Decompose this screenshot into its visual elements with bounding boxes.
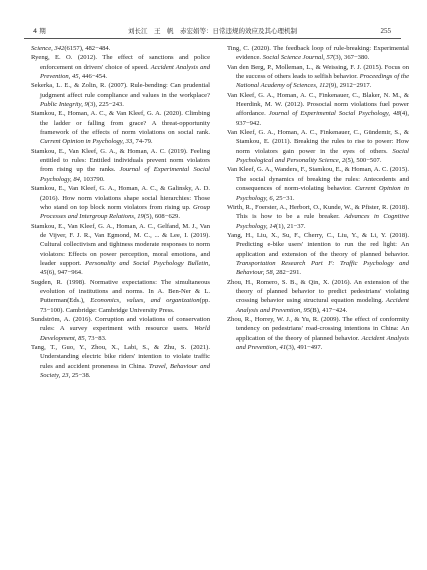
reference-entry	[31, 315, 210, 343]
reference-entry	[31, 109, 210, 146]
reference-entry	[227, 165, 409, 202]
reference-entry	[31, 81, 210, 109]
reference-ital: Accident Analysis and Prevention, 95	[236, 297, 409, 314]
reference-post: , 25−31.	[272, 194, 295, 202]
issue-label: 4 期	[33, 27, 46, 35]
reference-ital: Accident Analysis and Prevention, 45	[40, 63, 211, 81]
reference-ital: Public Integrity, 9	[40, 101, 88, 109]
reference-column-left	[31, 44, 210, 380]
reference-pre: Wirth, R., Foerster, A., Herbort, O., Kunde, W., & Pfister, R. (2018). This is how to be a rule breaker.	[227, 203, 409, 221]
reference-ital: Social Psychological and Personality Science, 2	[236, 147, 409, 165]
reference-entry	[31, 278, 210, 315]
reference-ital: Advances in Cognitive Psychology, 14	[236, 213, 409, 230]
running-header	[24, 24, 401, 39]
reference-ital: Current Opinion in Psychology, 33	[40, 138, 133, 146]
reference-ital: Journal of Experimental Social Psychology, 48	[268, 110, 400, 118]
reference-entry	[227, 128, 409, 165]
reference-pre: Stamkou, E., Homan, A. C., & Van Kleef, G. A. (2020). Climbing the ladder or falling from grace? A threat-opportunity framework of the effects of norm violations on social rank.	[31, 110, 210, 137]
reference-pre: Van Kleef, G. A., Homan, A. C., Finkenauer, C., Blaker, N. M., & Heerdink, M. W. (2012). Prosocial norm violations fuel power affordance.	[227, 91, 409, 118]
reference-pre: Tang, T., Guo, Y., Zhou, X., Labi, S., & Zhu, S. (2021). Understanding electric bike riders' intention to violate traffic rules and accident proneness in China.	[31, 344, 210, 370]
reference-post: (5), 500−507.	[345, 157, 382, 165]
reference-pre: Stamkou, E., Van Kleef, G. A., & Homan, A. C. (2019). Feeling entitled to rules: Entitled individuals prevent norm violators from rising up the ranks.	[31, 147, 210, 174]
reference-entry	[227, 203, 409, 231]
reference-post: , 25−38.	[68, 372, 91, 380]
reference-entry	[227, 91, 409, 128]
reference-pre: Stamkou, E., Van Kleef, G. A., Homan, A. C., & Galinsky, A. D. (2016). How norm violations shape social hierarchies: Those who stand on top block norm violators from rising up.	[31, 185, 210, 211]
reference-post: (3), 491−497.	[286, 344, 323, 351]
reference-ital: Travel, Behaviour and Society, 23	[40, 362, 210, 380]
reference-ital: Proceedings of the National Academy of Sciences, 112	[236, 73, 409, 90]
reference-ital: Social Science Journal, 57	[262, 54, 334, 62]
reference-column-right	[227, 44, 409, 352]
reference-entry	[227, 315, 409, 352]
reference-post: , 282−291.	[272, 269, 302, 277]
reference-entry	[31, 343, 210, 380]
reference-post: (9), 2912−2917.	[328, 82, 372, 90]
reference-pre: Zhou, R., Horrey, W. J., & Yu, R. (2009). The effect of conformity tendency on pedestrians' road-crossing intentions in China: An application of the theory of planned behavior.	[227, 315, 409, 342]
reference-post: (1), 21−37.	[275, 222, 306, 230]
reference-pre: Ting, C. (2020). The feedback loop of rule-breaking: Experimental evidence.	[227, 45, 409, 62]
running-title: 刘长江 王 帆 赤宏娟等：日常违规的效应及其心理机制	[128, 27, 297, 35]
reference-pre: Van Kleef, G. A., Wanders, F., Stamkou, E., & Homan, A. C. (2015). The social dynamics of breaking the rules: Antecedents and consequences of norm-violating behavior.	[227, 166, 409, 193]
reference-post: (6157), 482−484.	[64, 45, 111, 52]
reference-post: (3), 225−243.	[87, 101, 124, 109]
reference-post: (3), 367−380.	[333, 54, 370, 62]
reference-entry	[31, 184, 210, 221]
reference-pre: Yang, H., Liu, X., Su, F., Cherry, C., Liu, Y., & Li, Y. (2018). Predicting e-bike users' intention to run the red light: An application and extension of the theory of planned behavior.	[227, 231, 409, 258]
reference-ital: Current Opinion in Psychology, 6	[236, 185, 409, 202]
reference-pre: Stamkou, E., Van Kleef, G. A., Homan, A. C., Gelfand, M. J., Van de Vijver, F. J. R., Van Egmond, M. C., ... & Lee, I. (2019). Cultural collectivism and tightness moderate responses to norm violators: Effects on power perception, moral emotions, and leader support.	[31, 222, 210, 267]
reference-entry	[31, 222, 210, 278]
reference-post: , 74-79.	[132, 138, 153, 146]
reference-ital: Economics, values, and organization	[90, 297, 200, 305]
reference-pre: Van den Berg, P., Molleman, L., & Weissing, F. J. (2015). Focus on the success of others leads to selfish behavior.	[227, 63, 409, 81]
reference-post: , 446−454.	[78, 73, 108, 81]
reference-pre: Sugden, R. (1998). Normative expectations: The simultaneous evolution of institutions and norms. In A. Ben-Ner & L. Putterman(Eds.),	[31, 278, 210, 305]
reference-pre: Zhou, H., Romero, S. B., & Qin, X. (2016). An extension of the theory of planned behavior to predict pedestrians' violating crossing behavior using structural equation modeling.	[227, 278, 409, 305]
reference-post: (6), 947−964.	[46, 269, 83, 277]
reference-entry	[227, 278, 409, 315]
reference-ital: World Development, 85	[40, 325, 210, 342]
reference-ital: Science, 342	[31, 45, 65, 52]
reference-ital: Group Processes and Intergroup Relations, 19	[40, 203, 210, 221]
reference-pre: Sekerka, L. E., & Zolin, R. (2007). Rule-bending: Can prudential judgment affect rule compliance and values in the workplace?	[31, 82, 210, 99]
reference-entry	[31, 53, 210, 81]
reference-pre: Sundström, A. (2016). Corruption and violations of conservation rules: A survey experiment with resource users.	[31, 315, 210, 333]
reference-entry	[227, 63, 409, 91]
reference-ital: Accident Analysis and Prevention, 41	[236, 334, 409, 351]
reference-post: (B), 417−424.	[310, 306, 348, 314]
reference-post: , 73−83.	[84, 334, 107, 342]
reference-ital: Journal of Experimental Social Psychology, 84	[40, 166, 210, 183]
reference-pre: Ryeng, E. O. (2012). The effect of sanctions and police enforcement on drivers' choice of speed.	[31, 54, 210, 71]
reference-entry	[31, 44, 210, 53]
reference-entry	[227, 231, 409, 278]
reference-entry	[227, 44, 409, 63]
reference-pre: Van Kleef, G. A., Homan, A. C., Finkenauer, C., Gündemir, S., & Stamkou, E. (2011). Breaking the rules to rise to power: How norm violators gain power in the eyes of others.	[227, 129, 409, 155]
page-number: 255	[380, 27, 391, 35]
reference-entry	[31, 147, 210, 184]
reference-post: , 103790.	[79, 175, 105, 183]
reference-post: (pp. 73−100). Cambridge: Cambridge University Press.	[40, 297, 210, 314]
reference-post: (4), 937−942.	[236, 110, 409, 127]
reference-post: (5), 608−629.	[143, 213, 180, 221]
reference-ital: Personality and Social Psychology Bulletin, 45	[40, 259, 210, 277]
reference-ital: Transportation Research Part F: Traffic Psychology and Behaviour, 58	[236, 259, 409, 277]
